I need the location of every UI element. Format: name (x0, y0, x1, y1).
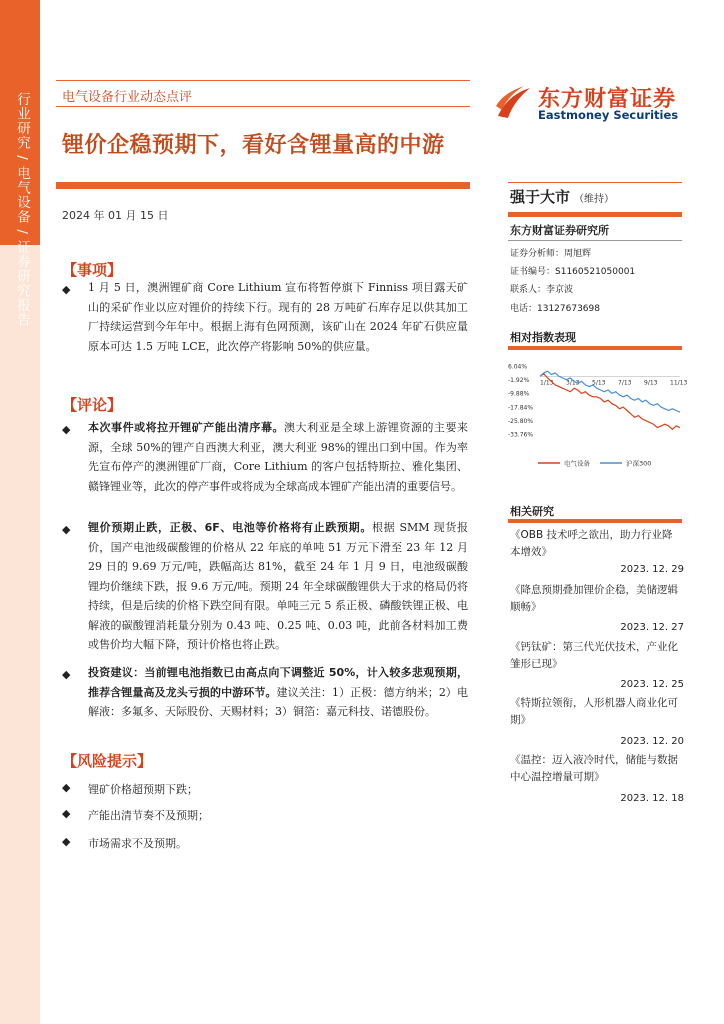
institute-name: 东方财富证券研究所 (510, 224, 609, 237)
industry-rating (510, 186, 614, 207)
relative-index-chart (508, 358, 688, 480)
analyst-name: 证券分析师：周旭辉 (510, 249, 592, 259)
related-item-date: 2023. 12. 29 (620, 564, 684, 575)
comment-paragraph-3 (88, 663, 468, 722)
report-type: 电气设备行业动态点评 (62, 90, 193, 105)
comment-lead-3: 投资建议：当前锂电池指数已由高点向下调整近 50%，计入较多悲观预期，推荐含锂量高及龙头亏损的中游环节。 (88, 666, 468, 699)
risk-item-1: 锂矿价格超预期下跌； (88, 783, 198, 796)
comment-lead-1: 本次事件或将拉开锂矿产能出清序幕。 (88, 421, 285, 434)
risk-item-3: 市场需求不及预期。 (88, 837, 187, 850)
index-performance-bar (508, 346, 682, 350)
eastmoney-logo-icon (494, 82, 534, 122)
report-date: 2024 年 01 月 15 日 (62, 209, 169, 222)
contact-name: 联系人：李京波 (510, 285, 574, 295)
related-item-date: 2023. 12. 18 (620, 793, 684, 804)
rating-bar (508, 212, 682, 217)
page-title: 锂价企稳预期下，看好含锂量高的中游 (62, 133, 445, 158)
related-research-title: 相关研究 (510, 505, 554, 518)
rating-top-rule (508, 182, 682, 183)
comment-body-3: 建议关注：1）正极：德方纳米；2）电解液：多氟多、天际股份、天赐材料；3）铜箔：嘉元科技、诺德股份。 (88, 685, 468, 718)
x-tick-label: 9/13 (644, 379, 658, 387)
related-item-title: 《温控：迈入液冷时代，储能与数据中心温控增量可期》 (510, 754, 678, 783)
contact-phone: 电话：13127673698 (510, 304, 600, 314)
section-title-comment: 【评论】 (62, 396, 123, 414)
comment-paragraph-2 (88, 518, 468, 655)
header-top-rule (56, 80, 470, 81)
bullet-icon: ◆ (62, 781, 71, 794)
related-item-title: 《降息预期叠加锂价企稳，美储逻辑顺畅》 (510, 584, 678, 613)
rating-label: 强于大市 (510, 188, 571, 206)
legend-label: 电气设备 (564, 459, 590, 468)
x-tick-label: 5/13 (592, 379, 606, 387)
section-title-risk: 【风险提示】 (62, 752, 153, 770)
related-research-bar (508, 519, 682, 523)
y-tick-label: -1.92% (508, 377, 530, 385)
risk-item-2: 产能出清节奏不及预期； (88, 809, 209, 822)
related-item-title: 《特斯拉领衔，人形机器人商业化可期》 (510, 697, 678, 726)
logo-name-cn: 东方财富证券 (538, 87, 677, 112)
analyst-cert: 证书编号：S1160521050001 (510, 267, 636, 277)
sidebar-category: 行业研究 / 电气设备 / 证券研究报告 (14, 92, 30, 328)
related-item-title: 《钙钛矿：第三代光伏技术，产业化雏形已现》 (510, 641, 678, 670)
index-performance-title: 相对指数表现 (510, 331, 576, 344)
bullet-icon: ◆ (62, 668, 71, 681)
bullet-icon: ◆ (62, 523, 71, 536)
y-tick-label: -33.76% (508, 431, 534, 439)
related-item-date: 2023. 12. 25 (620, 679, 684, 690)
related-item-date: 2023. 12. 27 (620, 622, 684, 633)
x-tick-label: 7/13 (618, 379, 632, 387)
bullet-icon: ◆ (62, 835, 71, 848)
related-item-date: 2023. 12. 20 (620, 736, 684, 747)
bullet-icon: ◆ (62, 423, 71, 436)
comment-body-1: 澳大利亚是全球上游锂资源的主要来源，全球 50%的锂产自西澳大利亚，澳大利亚 98%的锂出口到中国。作为率先宣布停产的澳洲锂矿厂商，Core Lithium 的客户包括特斯拉、雅化集团、赣锋锂业等，此次的停产事件或将成为全球高成本锂矿产能出清的重要信号。 (88, 421, 468, 493)
comment-body-2: 根据 SMM 现货报价，国产电池级碳酸锂的价格从 22 年底的单吨 51 万元下滑至 23 年 12 月 29 日的 9.69 万元/吨，跌幅高达 81%，截至 24 年 1 月 9 日，电池级碳酸锂均价继续下跌，报 9.6 万元/吨。预期 24 年全球碳酸锂供大于求的格局仍将持续，但是后续的价格下跌空间有限。单吨三元 5 系正极、磷酸铁锂正极、电解液的碳酸锂消耗量分别为 0.43 吨、0.25 吨、0.03 吨，此前各材料加工费或售价均大幅下降，预计价格也将止跌。 (88, 521, 468, 651)
comment-paragraph-1 (88, 418, 468, 496)
y-tick-label: -25.80% (508, 417, 534, 425)
bullet-icon: ◆ (62, 283, 71, 296)
comment-lead-2: 锂价预期止跌，正极、6F、电池等价格将有止跌预期。 (88, 521, 372, 534)
header-rule (56, 106, 470, 107)
title-bar (56, 182, 470, 189)
y-tick-label: 6.04% (508, 363, 528, 371)
legend-label: 沪深300 (626, 459, 652, 468)
x-tick-label: 3/13 (566, 379, 580, 387)
section-title-event: 【事项】 (62, 261, 123, 279)
x-tick-label: 11/13 (670, 379, 688, 387)
bullet-icon: ◆ (62, 807, 71, 820)
event-paragraph: 1 月 5 日，澳洲锂矿商 Core Lithium 宣布将暂停旗下 Finniss 项目露天矿山的采矿作业以应对锂价的持续下行。现有的 28 万吨矿石库存足以供其加工厂持续运营到今年年中。根据上海有色网预测，该矿山在 2024 年矿石供应量原本可达 1.5 万吨 LCE，此次停产将影响 50%的供应量。 (88, 281, 468, 353)
series-line-1 (540, 374, 680, 430)
y-tick-label: -17.84% (508, 404, 534, 412)
rating-keep: （维持） (574, 194, 615, 205)
logo-name-en: Eastmoney Securities (538, 108, 679, 122)
related-item-title: 《OBB 技术呼之欲出，助力行业降本增效》 (510, 529, 673, 558)
series-line-2 (540, 371, 680, 412)
x-tick-label: 1/13 (540, 379, 554, 387)
left-sidebar (0, 0, 40, 1024)
institute-rule (508, 240, 682, 241)
y-tick-label: -9.88% (508, 390, 530, 398)
